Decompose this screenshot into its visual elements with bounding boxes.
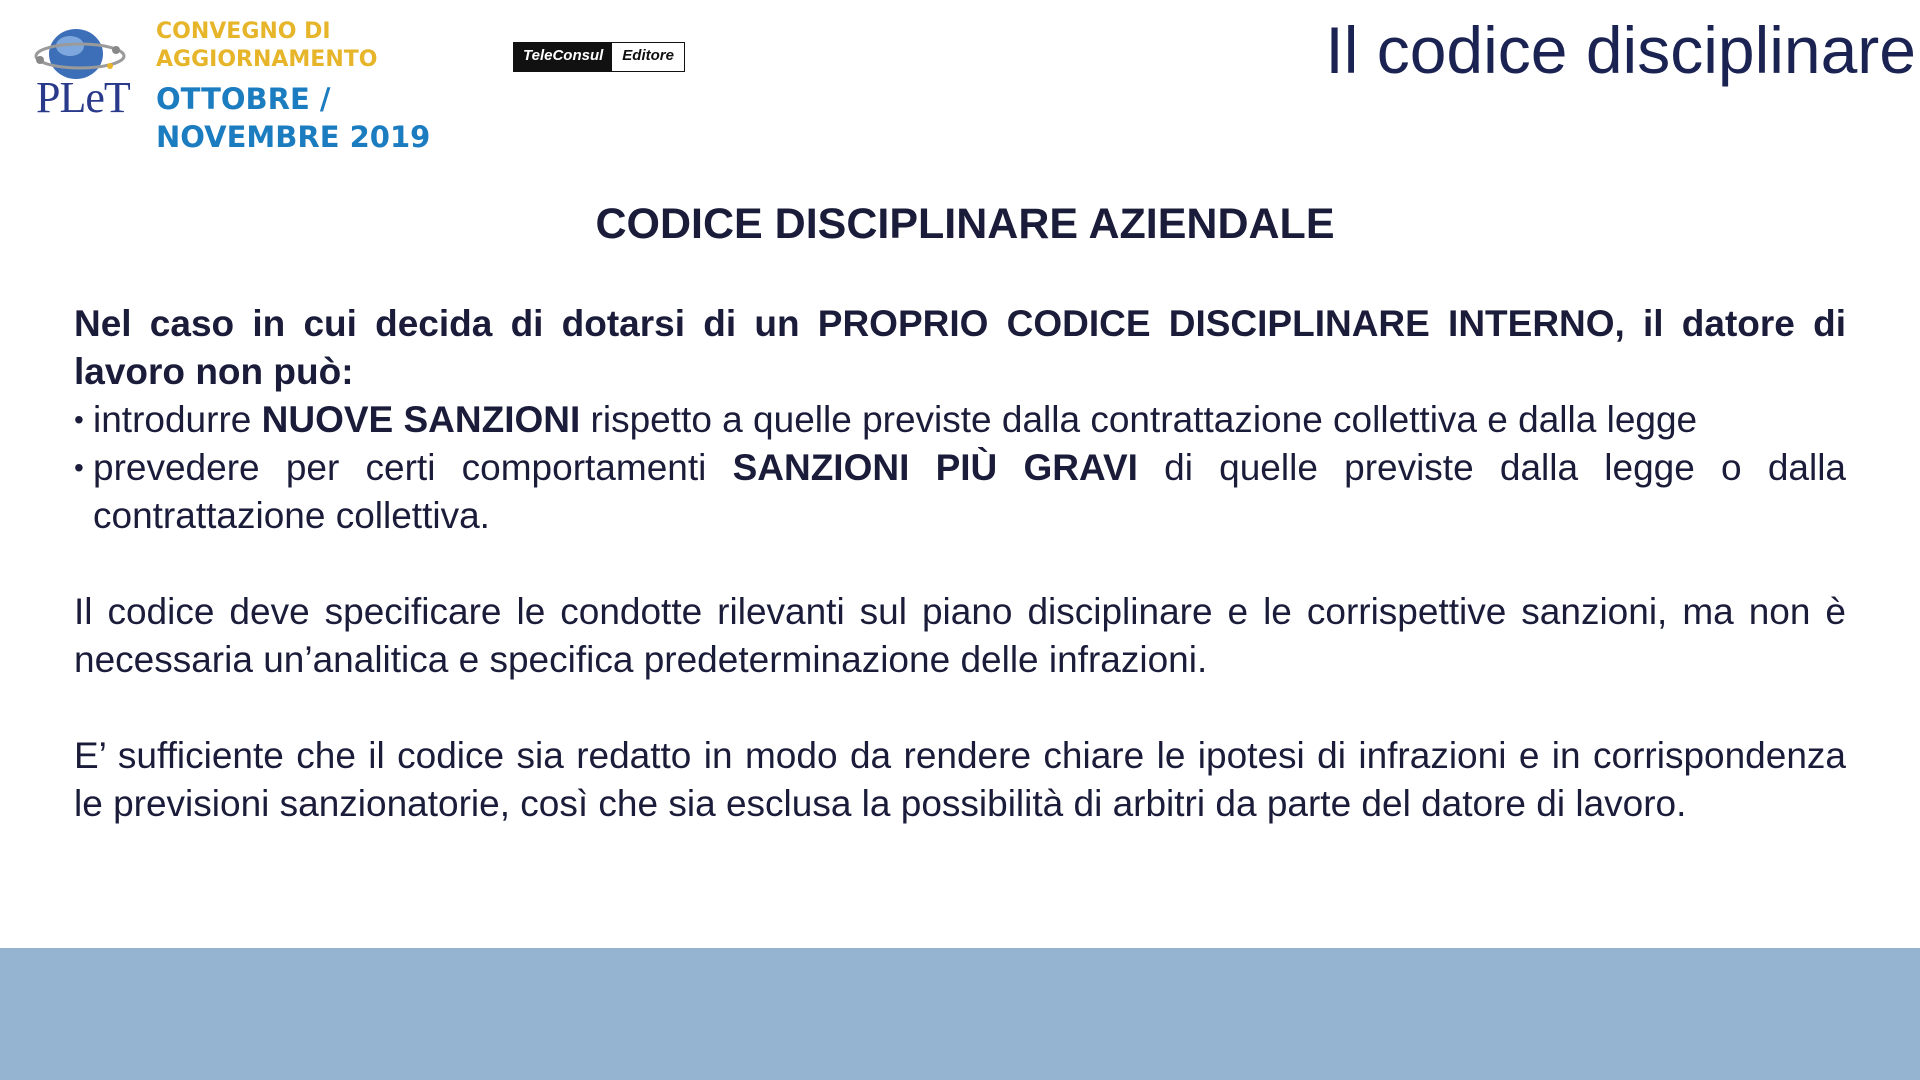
paragraph-spacer bbox=[74, 684, 1846, 732]
footer-band bbox=[0, 948, 1920, 1080]
event-line-3: OTTOBRE / bbox=[156, 82, 331, 116]
paragraph-3: E’ sufficiente che il codice sia redatto in modo da rendere chiare le ipotesi di infrazioni e in corrispondenza le previsioni sanzionatorie, così che sia esclusa la possibilità di arbitri da parte del datore di lavoro. bbox=[74, 735, 1846, 824]
bullet2-text-bold: SANZIONI PIÙ GRAVI bbox=[732, 447, 1138, 488]
event-line-4: NOVEMBRE 2019 bbox=[156, 120, 431, 154]
bullet-dot-icon: • bbox=[74, 452, 84, 483]
slide-title: Il codice disciplinare bbox=[1325, 13, 1916, 87]
event-info bbox=[156, 18, 430, 156]
intro-paragraph: Nel caso in cui decida di dotarsi di un PROPRIO CODICE DISCIPLINARE INTERNO, il datore di lavoro non può: bbox=[74, 303, 1846, 392]
bullet2-text-pre: prevedere per certi comportamenti bbox=[93, 447, 733, 488]
publisher-logo bbox=[513, 42, 685, 72]
section-heading: CODICE DISCIPLINARE AZIENDALE bbox=[595, 200, 1335, 248]
bullet1-text-bold: NUOVE SANZIONI bbox=[261, 399, 581, 440]
paragraph-2: Il codice deve specificare le condotte rilevanti sul piano disciplinare e le corrispettive sanzioni, ma non è necessaria un’analitica e specifica predeterminazione delle infrazioni. bbox=[74, 591, 1846, 680]
bullet1-text-pre: introdurre bbox=[93, 399, 262, 440]
paragraph-spacer bbox=[74, 540, 1846, 588]
bullet-item-2 bbox=[74, 444, 1846, 540]
logo-text: PLeT bbox=[36, 73, 130, 122]
bullet-dot-icon: • bbox=[74, 404, 84, 435]
bullet1-text-post: rispetto a quelle previste dalla contrattazione collettiva e dalla legge bbox=[580, 399, 1698, 440]
bullet2-text-post: di quelle previste dalla legge o dalla contrattazione collettiva. bbox=[93, 447, 1846, 536]
slide-body bbox=[74, 300, 1846, 828]
publisher-name: TeleConsul bbox=[514, 43, 612, 71]
event-line-2: AGGIORNAMENTO bbox=[156, 47, 378, 72]
plet-logo bbox=[36, 72, 130, 123]
event-line-1: CONVEGNO DI bbox=[156, 19, 331, 44]
publisher-editore: Editore bbox=[612, 43, 684, 71]
bullet-item-1 bbox=[74, 396, 1846, 444]
